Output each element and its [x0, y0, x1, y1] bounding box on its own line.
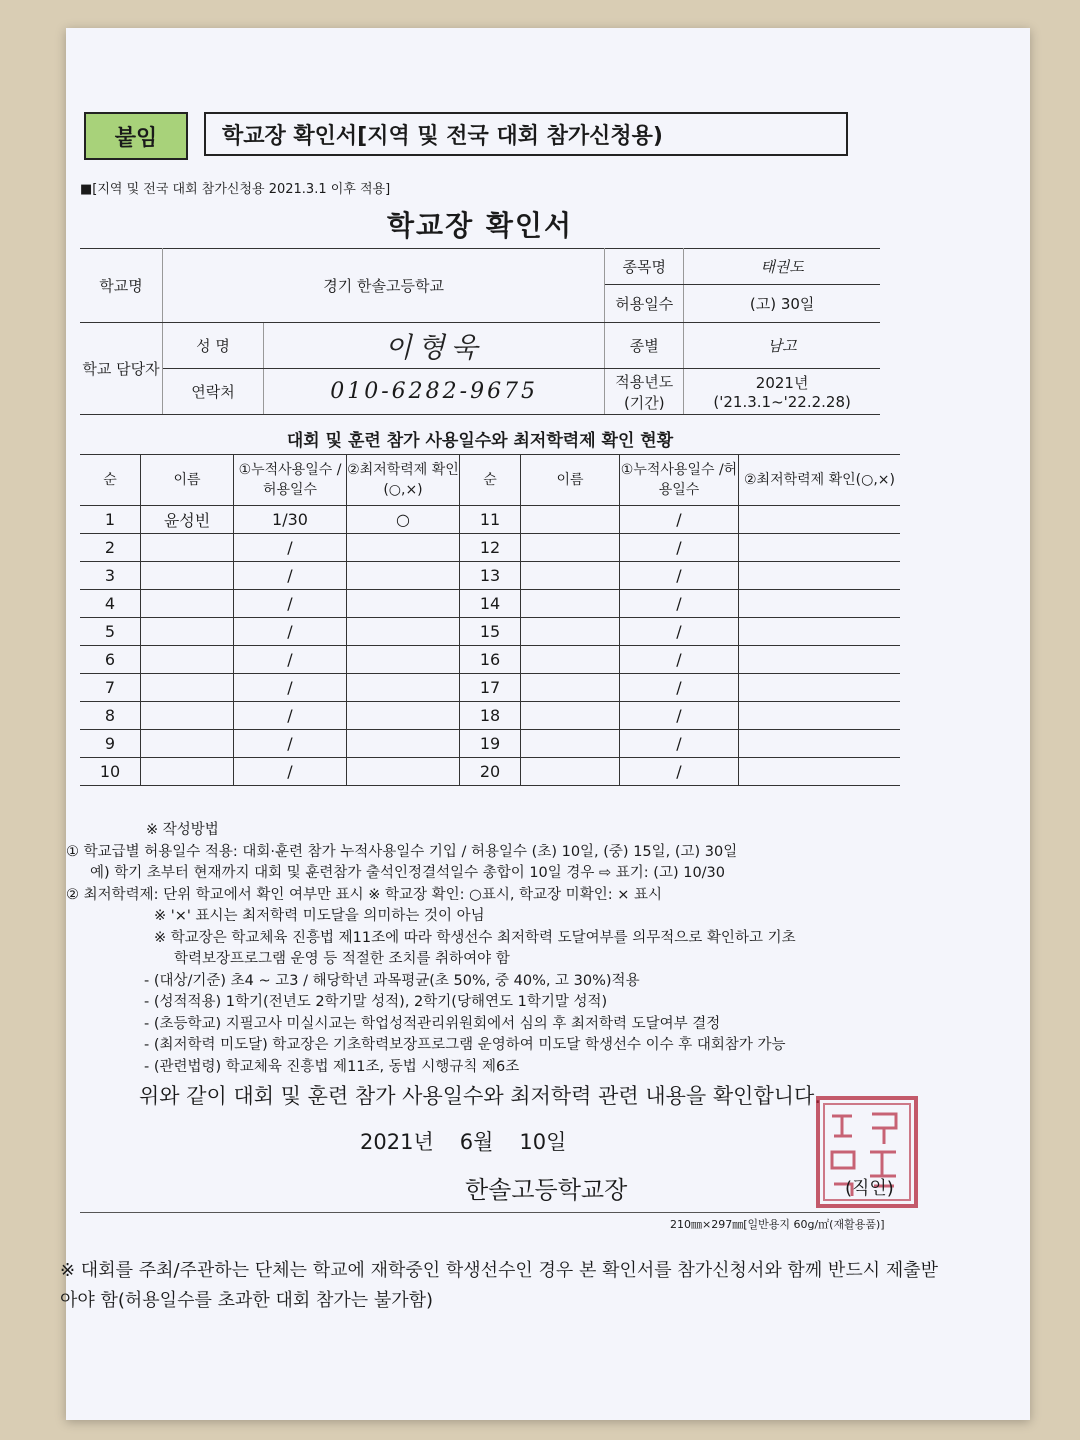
student-name-2 — [521, 674, 620, 702]
sport-value: 태권도 — [684, 249, 880, 285]
table-row — [80, 534, 900, 562]
col-header-days: ①누적사용일수 /허용일수 — [234, 455, 347, 506]
student-name-2 — [521, 534, 620, 562]
school-label: 학교명 — [80, 249, 163, 323]
row-no: 1 — [80, 506, 141, 534]
min-academic-check — [347, 590, 460, 618]
row-no: 4 — [80, 590, 141, 618]
used-days-2: / — [620, 646, 739, 674]
row-no-2: 12 — [460, 534, 521, 562]
row-no: 9 — [80, 730, 141, 758]
col-header-no: 순 — [80, 455, 141, 506]
used-days-2: / — [620, 534, 739, 562]
usage-rows — [80, 506, 900, 786]
paper-spec: 210㎜×297㎜[일반용지 60g/㎡(재활용품)] — [670, 1218, 885, 1231]
student-name: 윤성빈 — [141, 506, 234, 534]
student-name — [141, 674, 234, 702]
attachment-label: 붙임 — [84, 112, 188, 160]
allowed-days-value: (고) 30일 — [684, 285, 880, 323]
student-name — [141, 590, 234, 618]
used-days-2: / — [620, 730, 739, 758]
table-row — [80, 730, 900, 758]
row-no-2: 14 — [460, 590, 521, 618]
date-day: 10일 — [519, 1130, 567, 1154]
name-value: 이형욱 — [264, 323, 605, 369]
seal-label: (직인) — [845, 1178, 894, 1199]
student-name — [141, 646, 234, 674]
row-no-2: 20 — [460, 758, 521, 786]
min-academic-check-2 — [739, 758, 901, 786]
min-academic-check: ○ — [347, 506, 460, 534]
min-academic-check-2 — [739, 506, 901, 534]
usage-header-row — [80, 455, 900, 506]
row-no: 2 — [80, 534, 141, 562]
instruction-line: ※ 작성방법 — [146, 822, 219, 838]
min-academic-check-2 — [739, 618, 901, 646]
student-name — [141, 562, 234, 590]
student-name — [141, 534, 234, 562]
student-name — [141, 618, 234, 646]
col-header-days-2: ①누적사용일수 /허용일수 — [620, 455, 739, 506]
used-days-2: / — [620, 702, 739, 730]
instruction-line: 예) 학기 초부터 현재까지 대회 및 훈련참가 출석인정결석일수 총합이 10일 경우 ⇨ 표기: (고) 10/30 — [90, 865, 726, 881]
staff-label: 학교 담당자 — [80, 323, 163, 415]
used-days-2: / — [620, 674, 739, 702]
min-academic-check — [347, 702, 460, 730]
table-row — [80, 758, 900, 786]
row-no-2: 16 — [460, 646, 521, 674]
used-days: / — [234, 702, 347, 730]
student-name-2 — [521, 590, 620, 618]
instruction-line: - (최저학력 미도달) 학교장은 기초학력보장프로그램 운영하여 미도달 학생선수 이수 후 대회참가 가능 — [144, 1037, 786, 1053]
table-row — [80, 590, 900, 618]
col-header-name: 이름 — [141, 455, 234, 506]
used-days-2: / — [620, 506, 739, 534]
min-academic-check — [347, 730, 460, 758]
row-no: 6 — [80, 646, 141, 674]
min-academic-check-2 — [739, 730, 901, 758]
table-row — [80, 562, 900, 590]
submission-note: ※ 대회를 주최/주관하는 단체는 학교에 재학중인 학생선수인 경우 본 확인서를 참가신청서와 함께 반드시 제출받아야 함(허용일수를 초과한 대회 참가는 불가함) — [60, 1260, 938, 1311]
instruction-line: ※ '×' 표시는 최저학력 미도달을 의미하는 것이 아님 — [154, 908, 485, 924]
student-name-2 — [521, 702, 620, 730]
instruction-line: - (성적적용) 1학기(전년도 2학기말 성적), 2학기(당해연도 1학기말 성적) — [144, 994, 608, 1010]
instruction-line: 학력보장프로그램 운영 등 적절한 조치를 취하여야 함 — [174, 951, 510, 967]
used-days-2: / — [620, 562, 739, 590]
table-row — [80, 618, 900, 646]
applicability-note: ■[지역 및 전국 대회 참가신청용 2021.3.1 이후 적용] — [80, 182, 391, 197]
used-days: / — [234, 674, 347, 702]
used-days: / — [234, 730, 347, 758]
school-value: 경기 한솔고등학교 — [163, 249, 605, 323]
used-days: / — [234, 646, 347, 674]
issue-date — [360, 1126, 592, 1156]
col-header-check: ②최저학력제 확인(○,×) — [347, 455, 460, 506]
table-row — [80, 646, 900, 674]
document-header — [84, 112, 854, 160]
sport-label: 종목명 — [605, 249, 684, 285]
row-no-2: 13 — [460, 562, 521, 590]
year-cell — [684, 369, 880, 415]
instructions — [66, 820, 906, 1078]
min-academic-check-2 — [739, 646, 901, 674]
student-name — [141, 702, 234, 730]
min-academic-check-2 — [739, 702, 901, 730]
used-days: / — [234, 618, 347, 646]
min-academic-check-2 — [739, 590, 901, 618]
row-no-2: 19 — [460, 730, 521, 758]
row-no: 10 — [80, 758, 141, 786]
page-title: 학교장 확인서 — [386, 209, 574, 242]
min-academic-check-2 — [739, 674, 901, 702]
row-no: 7 — [80, 674, 141, 702]
used-days: / — [234, 562, 347, 590]
allowed-days-label: 허용일수 — [605, 285, 684, 323]
name-label: 성 명 — [163, 323, 264, 369]
row-no-2: 15 — [460, 618, 521, 646]
student-name-2 — [521, 506, 620, 534]
date-year: 2021년 — [360, 1130, 434, 1154]
min-academic-check-2 — [739, 534, 901, 562]
info-table — [80, 248, 880, 415]
row-no: 5 — [80, 618, 141, 646]
student-name-2 — [521, 618, 620, 646]
min-academic-check — [347, 618, 460, 646]
header-title: 학교장 확인서[지역 및 전국 대회 참가신청용) — [204, 112, 848, 156]
year-value: 2021년 — [755, 374, 809, 392]
col-header-name-2: 이름 — [521, 455, 620, 506]
student-name-2 — [521, 730, 620, 758]
student-name-2 — [521, 562, 620, 590]
min-academic-check — [347, 674, 460, 702]
divider — [80, 1212, 880, 1213]
principal-title: 한솔고등학교장 — [465, 1176, 628, 1204]
used-days: / — [234, 590, 347, 618]
student-name — [141, 758, 234, 786]
used-days: / — [234, 758, 347, 786]
usage-section-title: 대회 및 훈련 참가 사용일수와 최저학력제 확인 현황 — [286, 431, 674, 451]
contact-label: 연락처 — [163, 369, 264, 415]
row-no: 3 — [80, 562, 141, 590]
instruction-line: ※ 학교장은 학교체육 진흥법 제11조에 따라 학생선수 최저학력 도달여부를 의무적으로 확인하고 기초 — [154, 929, 796, 946]
confirmation-statement: 위와 같이 대회 및 훈련 참가 사용일수와 최저학력 관련 내용을 확인합니다. — [138, 1084, 821, 1108]
min-academic-check — [347, 534, 460, 562]
min-academic-check — [347, 562, 460, 590]
table-row — [80, 702, 900, 730]
category-label: 종별 — [605, 323, 684, 369]
student-name-2 — [521, 758, 620, 786]
col-header-check-2: ②최저학력제 확인(○,×) — [739, 455, 901, 506]
min-academic-check — [347, 646, 460, 674]
used-days-2: / — [620, 618, 739, 646]
contact-value: 010-6282-9675 — [264, 369, 605, 415]
col-header-no-2: 순 — [460, 455, 521, 506]
year-label: 적용년도 (기간) — [605, 369, 684, 415]
used-days-2: / — [620, 590, 739, 618]
table-row — [80, 674, 900, 702]
row-no-2: 17 — [460, 674, 521, 702]
student-name-2 — [521, 646, 620, 674]
used-days: / — [234, 534, 347, 562]
instruction-line: ② 최저학력제: 단위 학교에서 확인 여부만 표시 ※ 학교장 확인: ○표시, 학교장 미확인: × 표시 — [66, 886, 662, 903]
min-academic-check-2 — [739, 562, 901, 590]
min-academic-check — [347, 758, 460, 786]
usage-table — [80, 454, 900, 786]
instruction-line: - (관련법령) 학교체육 진흥법 제11조, 동법 시행규칙 제6조 — [144, 1058, 520, 1075]
instruction-line: - (초등학교) 지필고사 미실시교는 학업성적관리위원회에서 심의 후 최저학력 도달여부 결정 — [144, 1015, 721, 1032]
period-value: ('21.3.1~'22.2.28) — [713, 393, 851, 411]
used-days-2: / — [620, 758, 739, 786]
category-value: 남고 — [684, 323, 880, 369]
table-row — [80, 506, 900, 534]
date-month: 6월 — [459, 1130, 494, 1154]
student-name — [141, 730, 234, 758]
row-no-2: 11 — [460, 506, 521, 534]
instruction-line: - (대상/기준) 초4 ~ 고3 / 해당학년 과목평균(초 50%, 중 40%, 고 30%)적용 — [144, 972, 640, 989]
used-days: 1/30 — [234, 506, 347, 534]
row-no-2: 18 — [460, 702, 521, 730]
row-no: 8 — [80, 702, 141, 730]
instruction-line: ① 학교급별 허용일수 적용: 대회·훈련 참가 누적사용일수 기입 / 허용일수 (초) 10일, (중) 15일, (고) 30일 — [66, 843, 738, 860]
